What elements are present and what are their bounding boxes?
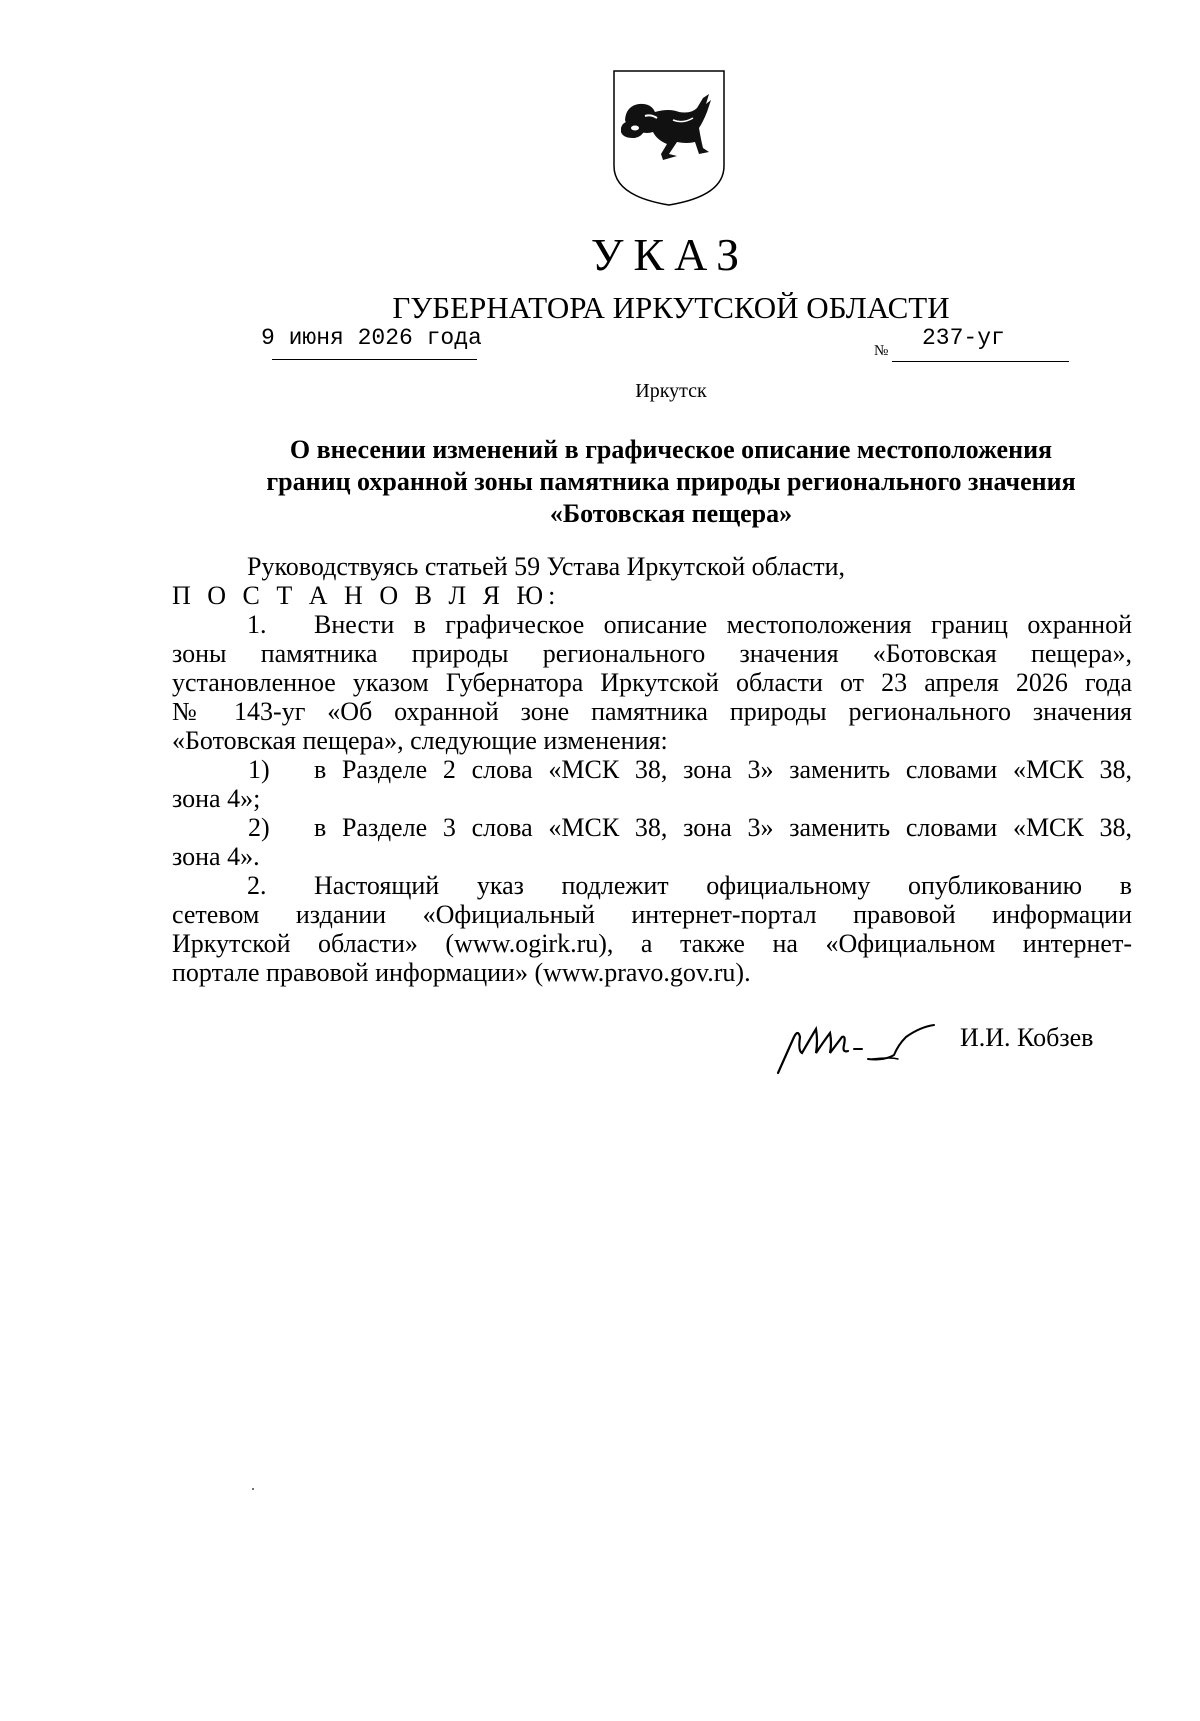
decree-heading: [170, 434, 1172, 530]
subitem-text-line: зона 4»;: [172, 784, 261, 813]
item-1: [172, 610, 1132, 755]
heading-line: границ охранной зоны памятника природы регионального значения: [266, 467, 1076, 496]
item-number: 2.: [247, 871, 267, 900]
item-text-line: № 143-уг «Об охранной зоне памятника природы регионального значения: [172, 697, 1132, 726]
handwritten-signature: [772, 1015, 952, 1077]
subitem-number: 2): [248, 813, 270, 842]
subitem-text-line: зона 4».: [172, 842, 260, 871]
item-text-line: установленное указом Губернатора Иркутской области от 23 апреля 2026 года: [172, 668, 1132, 697]
scan-speck: [252, 1488, 254, 1490]
item-number: 1.: [247, 610, 267, 639]
irkutsk-coat-of-arms-icon: [611, 68, 727, 208]
item-text-line: Иркутской области» (www.ogirk.ru), а также на «Официальном интернет-: [172, 929, 1132, 958]
item-text-line: сетевом издании «Официальный интернет-портал правовой информации: [172, 900, 1132, 929]
heading-line: О внесении изменений в графическое описание местоположения: [289, 435, 1053, 464]
item-text-line: «Ботовская пещера», следующие изменения:: [172, 726, 668, 755]
decree-word: П О С Т А Н О В Л Я Ю:: [172, 581, 561, 610]
item-text-line: зоны памятника природы регионального значения «Ботовская пещера»,: [172, 639, 1132, 668]
issuer-title: ГУБЕРНАТОРА ИРКУТСКОЙ ОБЛАСТИ: [392, 290, 950, 325]
subitem-number: 1): [248, 755, 270, 784]
item-text-line: портале правовой информации» (www.pravo.gov.ru).: [172, 958, 751, 987]
item-2: [172, 871, 1132, 987]
subitem-1: [172, 755, 1132, 813]
city-name: Иркутск: [635, 380, 707, 402]
heading-line: «Ботовская пещера»: [549, 499, 793, 528]
item-text-line: Настоящий указ подлежит официальному опубликованию в: [314, 871, 1132, 900]
preamble: Руководствуясь статьей 59 Устава Иркутской области,: [247, 552, 846, 581]
subitem-text-line: в Разделе 3 слова «МСК 38, зона 3» заменить словами «МСК 38,: [314, 813, 1132, 842]
item-text-line: Внести в графическое описание местоположения границ охранной: [314, 610, 1132, 639]
document-type-title: УКАЗ: [590, 229, 750, 280]
subitem-text-line: в Разделе 2 слова «МСК 38, зона 3» заменить словами «МСК 38,: [314, 755, 1132, 784]
number-sign: №: [874, 343, 889, 359]
decree-body: [172, 552, 1132, 987]
signer-name: И.И. Кобзев: [960, 1023, 1094, 1052]
decree-number: 237-уг: [922, 325, 1005, 351]
decree-date: 9 июня 2026 года: [261, 325, 482, 351]
subitem-2: [172, 813, 1132, 871]
